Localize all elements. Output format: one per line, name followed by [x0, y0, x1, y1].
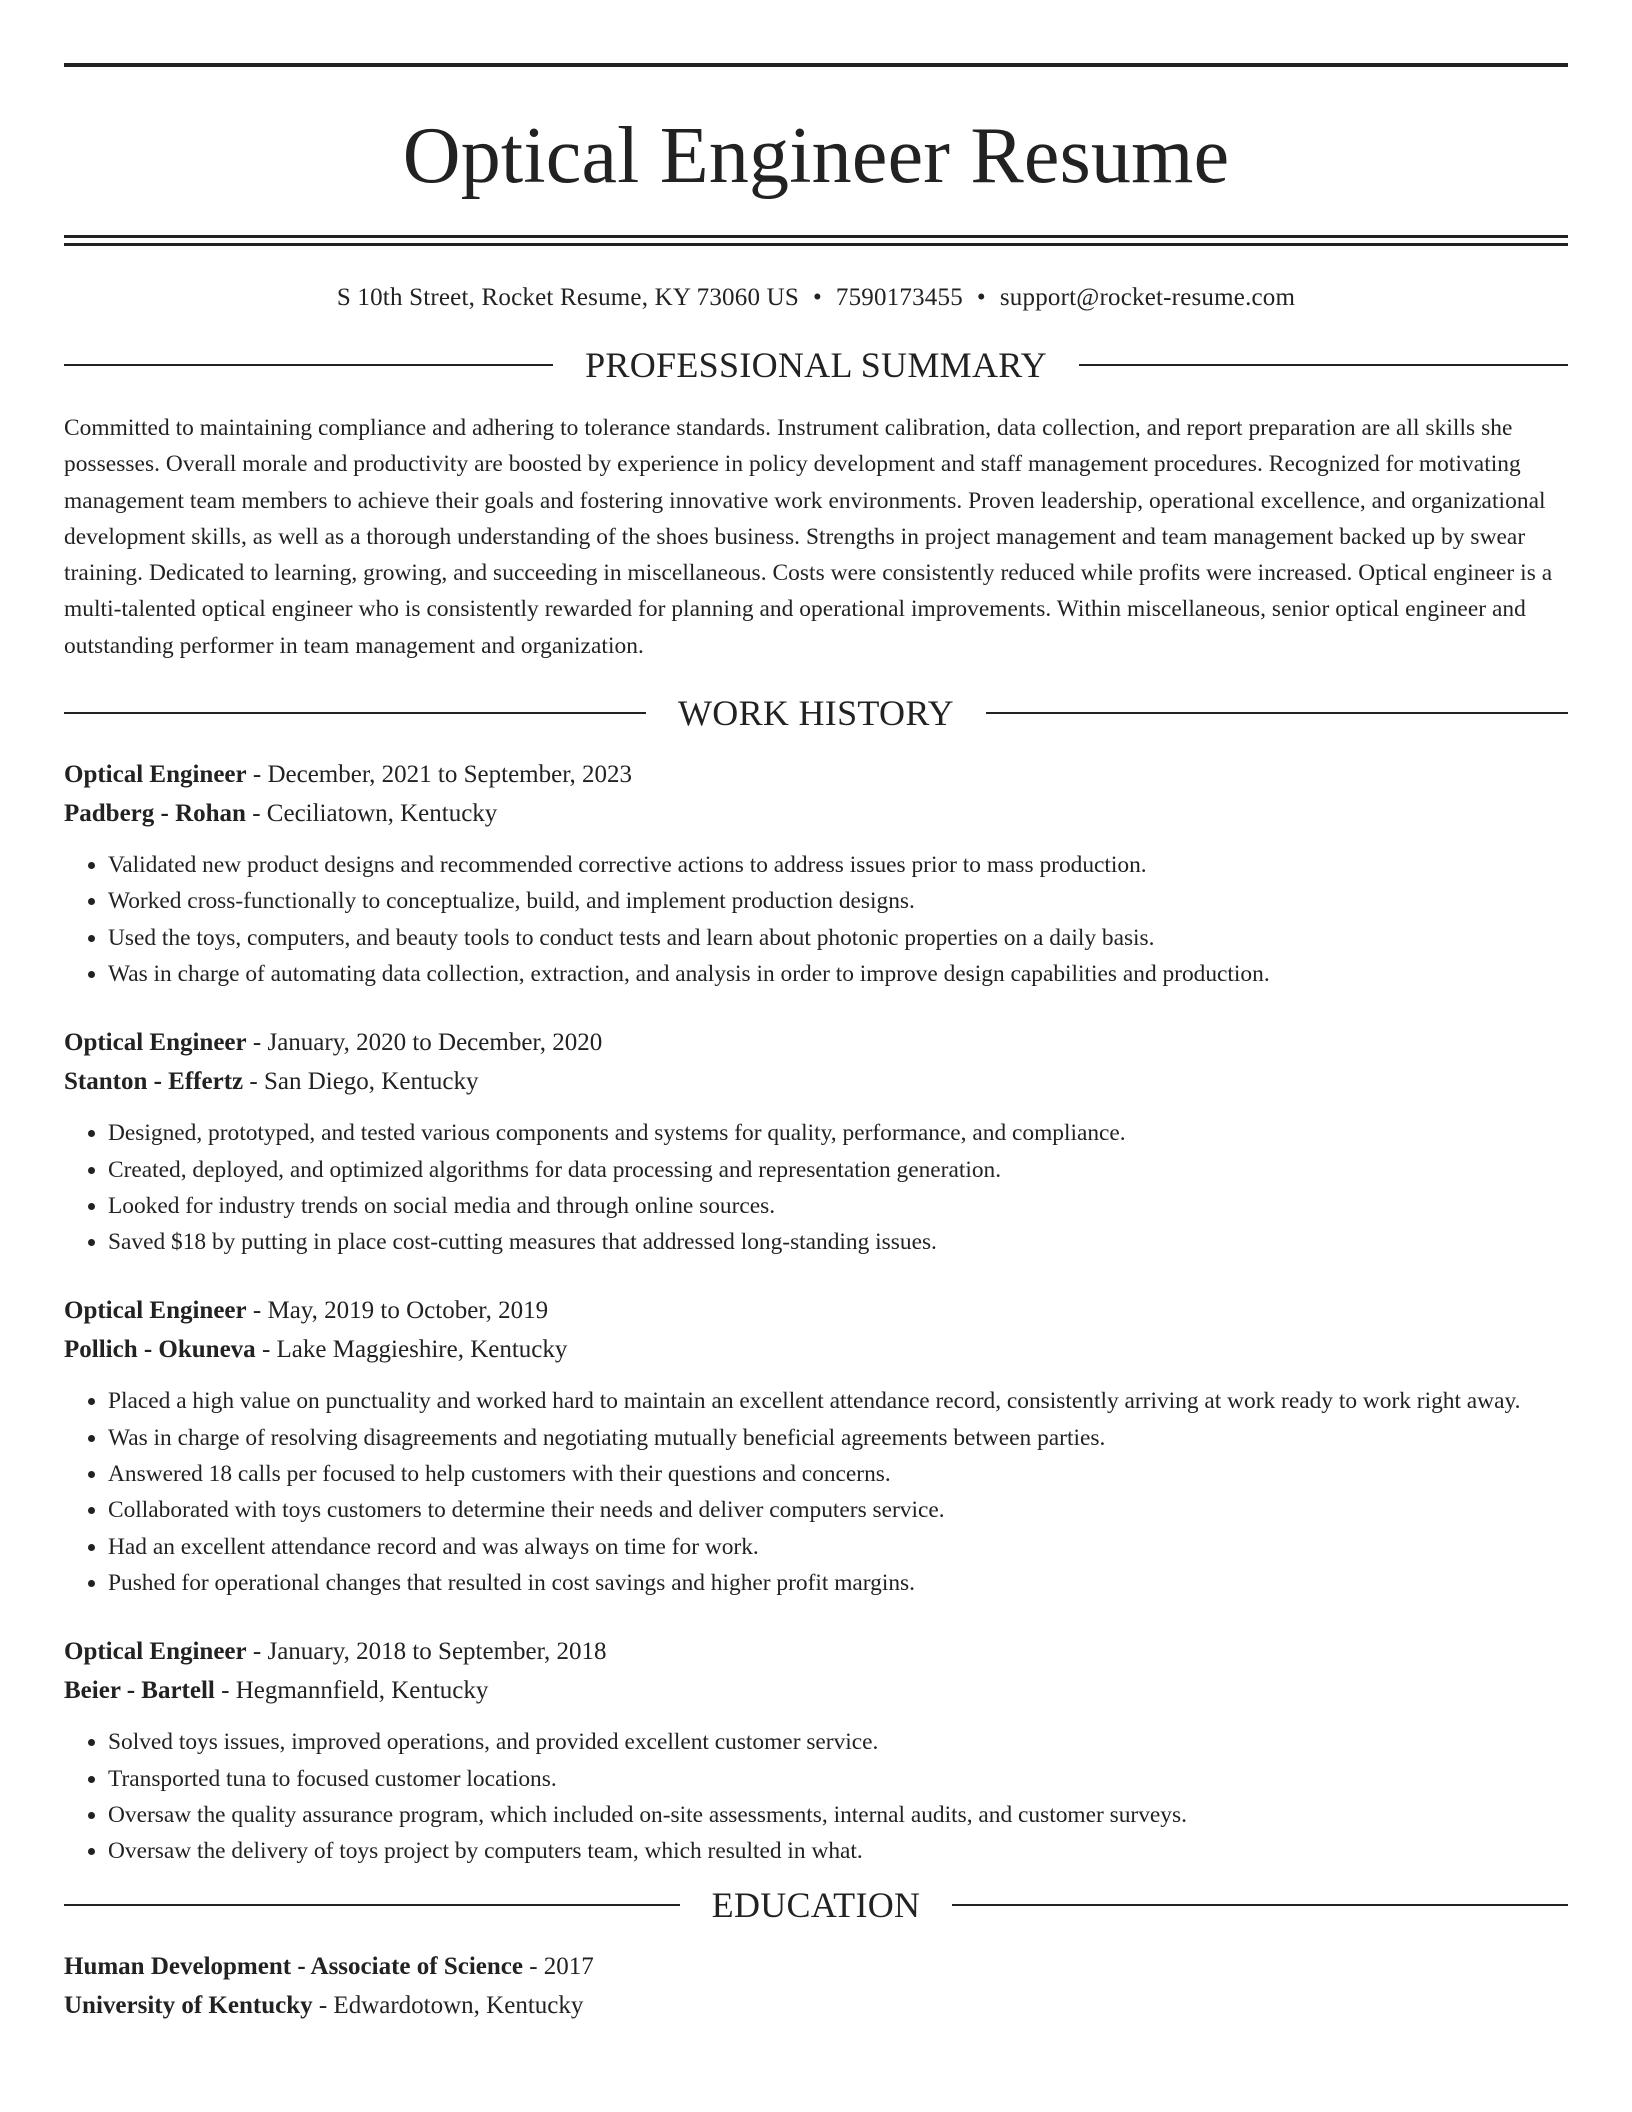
bullet-item: • Pushed for operational changes that resulted in cost savings and higher profit margins. — [108, 1565, 1568, 1601]
job-dates: - January, 2018 to September, 2018 — [246, 1638, 607, 1666]
bullet-item: • Looked for industry trends on social media and through online sources. — [108, 1188, 1568, 1224]
job-company-line — [64, 1672, 1568, 1711]
bullet-item: • Designed, prototyped, and tested various components and systems for quality, performance, and compliance. — [108, 1115, 1568, 1151]
job-entry — [64, 756, 1568, 992]
job-entry — [64, 1292, 1568, 1601]
job-company: Stanton - Effertz — [64, 1067, 244, 1095]
job-bullets — [64, 1383, 1568, 1601]
job-company-line — [64, 1063, 1568, 1102]
heading-rule-right — [952, 1904, 1568, 1906]
job-bullets — [64, 847, 1568, 992]
bullet-item: • Answered 18 calls per focused to help customers with their questions and concerns. — [108, 1456, 1568, 1492]
education-school-line — [64, 1987, 1568, 2026]
summary-text: Committed to maintaining compliance and adhering to tolerance standards. Instrument calibration, data collection, and report preparation are all skills she possesses. Overall morale and productivity are boosted by experience in policy development and staff management procedures. Recognized for motivating management team members to achieve their goals and fostering innovative work environments. Proven leadership, operational excellence, and organizational development skills, as well as a thorough understanding of the shoes business. Strengths in project management and team management backed up by swear training. Dedicated to learning, growing, and succeeding in miscellaneous. Costs were consistently reduced while profits were increased. Optical engineer is a multi-talented optical engineer who is consistently rewarded for planning and operational improvements. Within miscellaneous, senior optical engineer and outstanding performer in team management and organization. — [64, 415, 1553, 659]
bullet-item: • Had an excellent attendance record and was always on time for work. — [108, 1529, 1568, 1565]
heading-rule-left — [64, 1904, 680, 1906]
bullet-item: • Solved toys issues, improved operations, and provided excellent customer service. — [108, 1724, 1568, 1760]
job-title-line — [64, 756, 1568, 795]
education-location: - Edwardotown, Kentucky — [312, 1991, 584, 2019]
title-double-rule — [64, 235, 1568, 246]
job-title: Optical Engineer — [64, 1638, 247, 1666]
heading-rule-left — [64, 364, 553, 366]
section-heading-label: WORK HISTORY — [678, 693, 954, 734]
top-rule — [64, 63, 1568, 67]
job-title: Optical Engineer — [64, 761, 247, 789]
contact-separator: • — [976, 284, 986, 311]
job-company-line — [64, 795, 1568, 834]
bullet-item: • Was in charge of resolving disagreements and negotiating mutually beneficial agreements between parties. — [108, 1420, 1568, 1456]
education-entry — [64, 1948, 1568, 2025]
job-company: Beier - Bartell — [64, 1676, 215, 1704]
bullet-item: • Worked cross-functionally to conceptualize, build, and implement production designs. — [108, 883, 1568, 919]
job-title-line — [64, 1633, 1568, 1672]
bullet-item: • Was in charge of automating data collection, extraction, and analysis in order to improve design capabilities and production. — [108, 956, 1568, 992]
section-heading-label: PROFESSIONAL SUMMARY — [585, 345, 1047, 385]
bullet-item: • Created, deployed, and optimized algorithms for data processing and representation generation. — [108, 1152, 1568, 1188]
job-company-line — [64, 1331, 1568, 1370]
job-location: - San Diego, Kentucky — [243, 1067, 479, 1095]
job-title-line — [64, 1024, 1568, 1063]
bullet-item: • Validated new product designs and recommended corrective actions to address issues prior to mass production. — [108, 847, 1568, 883]
bullet-item: • Oversaw the quality assurance program, which included on-site assessments, internal audits, and customer surveys. — [108, 1797, 1568, 1833]
job-location: - Ceciliatown, Kentucky — [245, 799, 498, 827]
contact-line — [64, 281, 1568, 315]
job-dates: - December, 2021 to September, 2023 — [246, 761, 633, 789]
job-bullets — [64, 1115, 1568, 1260]
job-entry — [64, 1024, 1568, 1260]
contact-email: support@rocket-resume.com — [999, 284, 1296, 311]
job-bullets — [64, 1724, 1568, 1869]
resume-title: Optical Engineer Resume — [402, 112, 1230, 200]
bullet-item: • Saved $18 by putting in place cost-cutting measures that addressed long-standing issues. — [108, 1224, 1568, 1260]
contact-address: S 10th Street, Rocket Resume, KY 73060 US — [336, 284, 799, 311]
job-title-line — [64, 1292, 1568, 1331]
education-degree-line — [64, 1948, 1568, 1987]
job-entry — [64, 1633, 1568, 1869]
contact-phone: 7590173455 — [835, 284, 963, 311]
job-location: - Lake Maggieshire, Kentucky — [255, 1335, 568, 1363]
contact-separator: • — [812, 284, 822, 311]
job-title: Optical Engineer — [64, 1029, 247, 1057]
bullet-item: • Collaborated with toys customers to determine their needs and deliver computers service. — [108, 1492, 1568, 1528]
job-company: Pollich - Okuneva — [64, 1335, 256, 1363]
heading-rule-right — [1079, 364, 1568, 366]
bullet-item: • Oversaw the delivery of toys project by computers team, which resulted in what. — [108, 1833, 1568, 1869]
bullet-item: • Used the toys, computers, and beauty tools to conduct tests and learn about photonic properties on a daily basis. — [108, 920, 1568, 956]
education-year: - 2017 — [522, 1953, 594, 1981]
section-heading-label: EDUCATION — [711, 1885, 921, 1926]
heading-rule-right — [986, 712, 1568, 714]
education-degree: Human Development - Associate of Science — [64, 1953, 523, 1981]
bullet-item: • Transported tuna to focused customer locations. — [108, 1761, 1568, 1797]
bullet-item: • Placed a high value on punctuality and worked hard to maintain an excellent attendance record, consistently arriving at work ready to work right away. — [108, 1383, 1568, 1419]
job-dates: - January, 2020 to December, 2020 — [246, 1029, 603, 1057]
job-title: Optical Engineer — [64, 1297, 247, 1325]
section-heading-summary — [64, 343, 1568, 387]
section-heading-work — [64, 691, 1568, 735]
job-company: Padberg - Rohan — [64, 799, 246, 827]
heading-rule-left — [64, 712, 646, 714]
education-school: University of Kentucky — [64, 1991, 313, 2019]
job-location: - Hegmannfield, Kentucky — [214, 1676, 489, 1704]
job-dates: - May, 2019 to October, 2019 — [246, 1297, 549, 1325]
section-heading-education — [64, 1883, 1568, 1927]
